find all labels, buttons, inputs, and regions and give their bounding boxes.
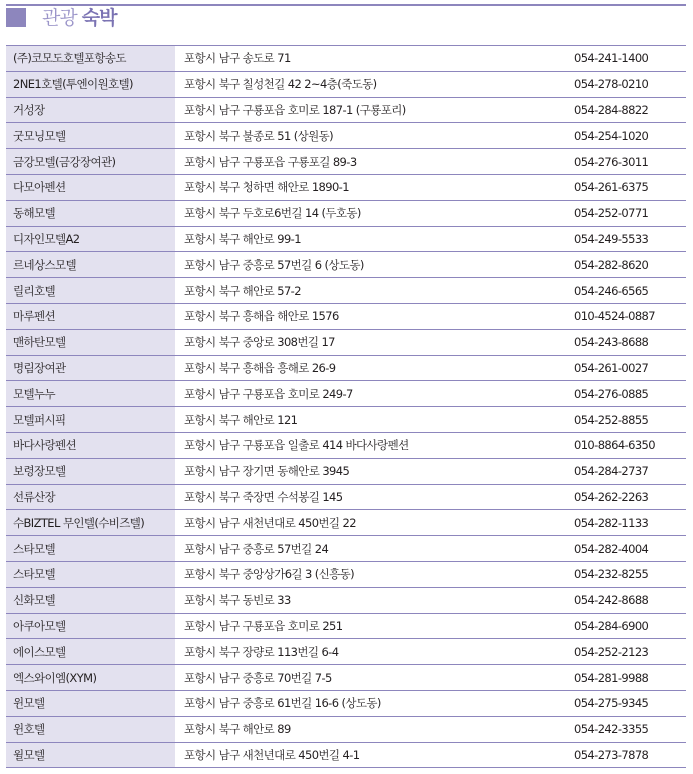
table-row bbox=[6, 278, 686, 304]
lodging-phone: 054-252-0771 bbox=[574, 200, 686, 226]
lodging-name: 윈호텔 bbox=[6, 716, 175, 742]
table-row bbox=[6, 587, 686, 613]
lodging-name: 바다사랑펜션 bbox=[6, 432, 175, 458]
lodging-name: 릴리호텔 bbox=[6, 278, 175, 304]
lodging-name: 금강모텔(금강장여관) bbox=[6, 149, 175, 175]
lodging-address: 포항시 남구 송도로 71 bbox=[175, 46, 574, 72]
table-row bbox=[6, 742, 686, 768]
lodging-phone: 054-252-2123 bbox=[574, 639, 686, 665]
lodging-name: 맨하탄모텔 bbox=[6, 329, 175, 355]
lodging-phone: 054-282-8620 bbox=[574, 252, 686, 278]
lodging-name: 모텔퍼시픽 bbox=[6, 407, 175, 433]
table-row bbox=[6, 226, 686, 252]
lodging-name: 윌모텔 bbox=[6, 742, 175, 768]
section-title-light: 관광 bbox=[42, 7, 77, 29]
lodging-name: 엑스와이엠(XYM) bbox=[6, 665, 175, 691]
lodging-address: 포항시 남구 중흥로 57번길 6 (상도동) bbox=[175, 252, 574, 278]
lodging-phone: 054-278-0210 bbox=[574, 71, 686, 97]
table-row bbox=[6, 613, 686, 639]
lodging-phone: 054-261-6375 bbox=[574, 174, 686, 200]
lodging-address: 포항시 북구 중앙상가6길 3 (신흥동) bbox=[175, 561, 574, 587]
lodging-phone: 010-4524-0887 bbox=[574, 303, 686, 329]
lodging-name: 에이스모텔 bbox=[6, 639, 175, 665]
lodging-address: 포항시 북구 죽장면 수석봉길 145 bbox=[175, 484, 574, 510]
lodging-name: 거성장 bbox=[6, 97, 175, 123]
section-title bbox=[42, 6, 116, 30]
lodging-table bbox=[6, 45, 686, 768]
section-marker-icon bbox=[6, 8, 26, 27]
lodging-address: 포항시 북구 해안로 57-2 bbox=[175, 278, 574, 304]
table-row bbox=[6, 639, 686, 665]
lodging-address: 포항시 남구 구룡포읍 구룡포길 89-3 bbox=[175, 149, 574, 175]
table-row bbox=[6, 46, 686, 72]
lodging-phone: 054-242-3355 bbox=[574, 716, 686, 742]
lodging-phone: 054-261-0027 bbox=[574, 355, 686, 381]
lodging-address: 포항시 북구 중앙로 308번길 17 bbox=[175, 329, 574, 355]
lodging-phone: 054-242-8688 bbox=[574, 587, 686, 613]
lodging-name: 다모아펜션 bbox=[6, 174, 175, 200]
lodging-address: 포항시 북구 흥해읍 해안로 1576 bbox=[175, 303, 574, 329]
table-row bbox=[6, 561, 686, 587]
lodging-phone: 054-252-8855 bbox=[574, 407, 686, 433]
lodging-address: 포항시 남구 구룡포읍 일출로 414 바다사랑펜션 bbox=[175, 432, 574, 458]
table-row bbox=[6, 252, 686, 278]
lodging-address: 포항시 북구 장량로 113번길 6-4 bbox=[175, 639, 574, 665]
lodging-name: 굿모닝모텔 bbox=[6, 123, 175, 149]
lodging-name: 디자인모텔A2 bbox=[6, 226, 175, 252]
lodging-phone: 054-275-9345 bbox=[574, 690, 686, 716]
table-row bbox=[6, 97, 686, 123]
table-row bbox=[6, 381, 686, 407]
lodging-phone: 054-281-9988 bbox=[574, 665, 686, 691]
lodging-name: 모텔누누 bbox=[6, 381, 175, 407]
lodging-phone: 054-276-3011 bbox=[574, 149, 686, 175]
lodging-name: 스타모텔 bbox=[6, 536, 175, 562]
lodging-address: 포항시 남구 새천년대로 450번길 4-1 bbox=[175, 742, 574, 768]
table-row bbox=[6, 458, 686, 484]
lodging-phone: 054-284-8822 bbox=[574, 97, 686, 123]
lodging-name: 스타모텔 bbox=[6, 561, 175, 587]
lodging-address: 포항시 북구 동빈로 33 bbox=[175, 587, 574, 613]
lodging-name: 아쿠아모텔 bbox=[6, 613, 175, 639]
table-row bbox=[6, 200, 686, 226]
table-row bbox=[6, 329, 686, 355]
lodging-address: 포항시 북구 불종로 51 (상원동) bbox=[175, 123, 574, 149]
lodging-phone: 054-246-6565 bbox=[574, 278, 686, 304]
lodging-phone: 054-284-2737 bbox=[574, 458, 686, 484]
lodging-phone: 054-282-1133 bbox=[574, 510, 686, 536]
table-row bbox=[6, 665, 686, 691]
lodging-address: 포항시 남구 구룡포읍 호미로 187-1 (구룡포리) bbox=[175, 97, 574, 123]
lodging-address: 포항시 남구 중흥로 70번길 7-5 bbox=[175, 665, 574, 691]
lodging-phone: 054-282-4004 bbox=[574, 536, 686, 562]
lodging-phone: 054-273-7878 bbox=[574, 742, 686, 768]
lodging-address: 포항시 남구 중흥로 57번길 24 bbox=[175, 536, 574, 562]
table-row bbox=[6, 303, 686, 329]
table-row bbox=[6, 432, 686, 458]
table-row bbox=[6, 71, 686, 97]
lodging-address: 포항시 북구 청하면 해안로 1890-1 bbox=[175, 174, 574, 200]
lodging-name: 동해모텔 bbox=[6, 200, 175, 226]
lodging-name: 2NE1호텔(투엔이원호텔) bbox=[6, 71, 175, 97]
lodging-address: 포항시 북구 두호로6번길 14 (두호동) bbox=[175, 200, 574, 226]
lodging-name: 윈모텔 bbox=[6, 690, 175, 716]
lodging-name: 보령장모텔 bbox=[6, 458, 175, 484]
lodging-phone: 054-243-8688 bbox=[574, 329, 686, 355]
table-row bbox=[6, 716, 686, 742]
lodging-phone: 054-284-6900 bbox=[574, 613, 686, 639]
section-title-bold: 숙박 bbox=[81, 7, 117, 29]
lodging-address: 포항시 남구 새천년대로 450번길 22 bbox=[175, 510, 574, 536]
lodging-phone: 054-232-8255 bbox=[574, 561, 686, 587]
table-row bbox=[6, 149, 686, 175]
lodging-phone: 054-254-1020 bbox=[574, 123, 686, 149]
table-row bbox=[6, 174, 686, 200]
lodging-address: 포항시 남구 중흥로 61번길 16-6 (상도동) bbox=[175, 690, 574, 716]
table-row bbox=[6, 484, 686, 510]
lodging-phone: 010-8864-6350 bbox=[574, 432, 686, 458]
lodging-address: 포항시 남구 장기면 동해안로 3945 bbox=[175, 458, 574, 484]
lodging-address: 포항시 북구 흥해읍 흥해로 26-9 bbox=[175, 355, 574, 381]
lodging-phone: 054-241-1400 bbox=[574, 46, 686, 72]
table-row bbox=[6, 407, 686, 433]
lodging-address: 포항시 남구 구룡포읍 호미로 249-7 bbox=[175, 381, 574, 407]
lodging-address: 포항시 남구 구룡포읍 호미로 251 bbox=[175, 613, 574, 639]
lodging-phone: 054-249-5533 bbox=[574, 226, 686, 252]
lodging-name: 마루펜션 bbox=[6, 303, 175, 329]
lodging-name: 르네상스모텔 bbox=[6, 252, 175, 278]
lodging-address: 포항시 북구 해안로 89 bbox=[175, 716, 574, 742]
table-row bbox=[6, 536, 686, 562]
lodging-phone: 054-276-0885 bbox=[574, 381, 686, 407]
lodging-name: 수BIZTEL 무인텔(수비즈텔) bbox=[6, 510, 175, 536]
table-row bbox=[6, 690, 686, 716]
lodging-phone: 054-262-2263 bbox=[574, 484, 686, 510]
lodging-name: 신화모텔 bbox=[6, 587, 175, 613]
table-row bbox=[6, 123, 686, 149]
lodging-address: 포항시 북구 해안로 121 bbox=[175, 407, 574, 433]
lodging-address: 포항시 북구 해안로 99-1 bbox=[175, 226, 574, 252]
lodging-name: 명림장여관 bbox=[6, 355, 175, 381]
lodging-name: 선류산장 bbox=[6, 484, 175, 510]
table-row bbox=[6, 510, 686, 536]
lodging-name: (주)코모도호텔포항송도 bbox=[6, 46, 175, 72]
lodging-address: 포항시 북구 칠성천길 42 2~4층(죽도동) bbox=[175, 71, 574, 97]
table-row bbox=[6, 355, 686, 381]
